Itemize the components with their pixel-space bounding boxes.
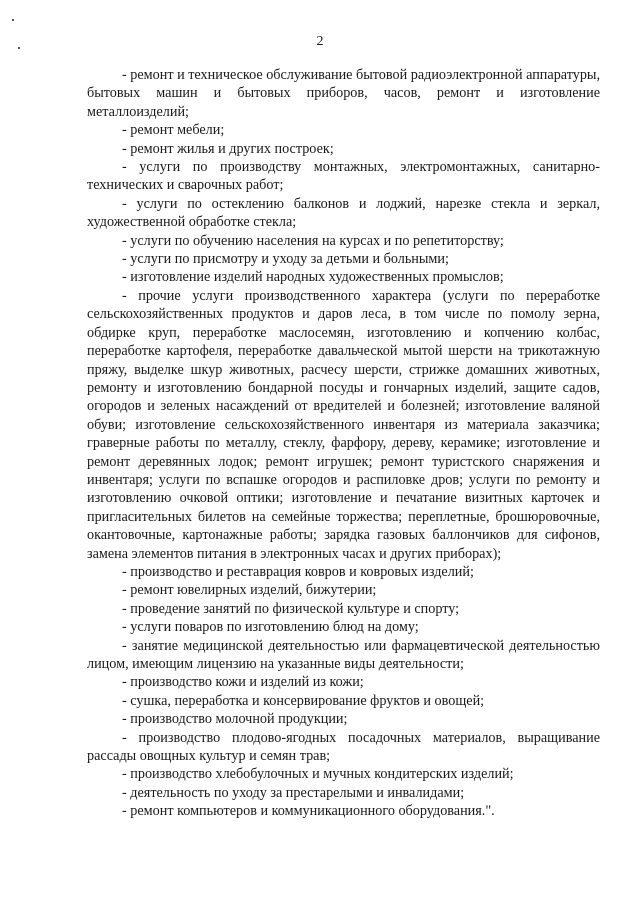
list-item: - ремонт мебели; (122, 122, 225, 139)
list-item: - ремонт жилья и других построек; (122, 140, 334, 157)
list-item: - прочие услуги производственного характера (услуги по переработке сельскохозяйственных продуктов и даров леса, в том числе по помолу зерна, обдирке круп, переработке маслосемян, изготовлению и копчению колбас, переработке картофеля, переработке давальческой мытой шерсти на трикотажную пряжу, выделке шкур животных, расчесу шерсти, стрижке домашних животных, ремонту и изготовлению бондарной посуды и гончарных изделий, защите садов, огородов и зеленых насаждений от вредителей и болезней; изготовление валяной обуви; изготовление сельскохозяйственного инвентаря из материала заказчика; граверные работы по металлу, стеклу, фарфору, дереву, керамике; изготовление и ремонт деревянных лодок; ремонт игрушек; ремонт туристского снаряжения и инвентаря; услуги по вспашке огородов и распиловке дров; услуги по ремонту и изготовлению очковой оптики; изготовление и печатание визитных карточек и пригласительных билетов на семейные торжества; переплетные, брошюровочные, окантовочные, картонажные работы; зарядка газовых баллончиков для сифонов, замена элементов питания в электронных часах и других приборах); (87, 287, 600, 562)
list-item: - деятельность по уходу за престарелыми и инвалидами; (122, 784, 465, 801)
list-item: - услуги по остеклению балконов и лоджий, нарезке стекла и зеркал, художественной обработке стекла; (87, 195, 600, 231)
list-item: - ремонт ювелирных изделий, бижутерии; (122, 582, 377, 599)
document-body (87, 66, 600, 821)
list-item: - производство и реставрация ковров и ковровых изделий; (122, 563, 474, 580)
page-number: 2 (316, 34, 324, 49)
scan-mark (12, 19, 14, 21)
list-item: - производство плодово-ягодных посадочных материалов, выращивание рассады овощных культур и семян трав; (87, 729, 600, 765)
list-item: - производство кожи и изделий из кожи; (122, 674, 364, 691)
list-item: - сушка, переработка и консервирование фруктов и овощей; (122, 692, 485, 709)
list-item: - ремонт компьютеров и коммуникационного оборудования.". (122, 803, 495, 820)
list-item: - ремонт и техническое обслуживание бытовой радиоэлектронной аппаратуры, бытовых машин и бытовых приборов, часов, ремонт и изготовление металлоизделий; (87, 67, 600, 120)
list-item: - услуги по производству монтажных, электромонтажных, санитарно-технических и сварочных работ; (87, 159, 600, 194)
list-item: - услуги по обучению населения на курсах и по репетиторству; (122, 232, 504, 249)
list-item: - услуги по присмотру и уходу за детьми и больными; (122, 251, 449, 268)
list-item: - услуги поваров по изготовлению блюд на дому; (122, 619, 419, 636)
list-item: - производство молочной продукции; (122, 711, 348, 728)
list-item: - проведение занятий по физической культуре и спорту; (122, 600, 460, 617)
list-item: - производство хлебобулочных и мучных кондитерских изделий; (122, 766, 514, 783)
list-item: - изготовление изделий народных художественных промыслов; (122, 269, 504, 286)
list-item: - занятие медицинской деятельностью или фармацевтической деятельностью лицом, имеющим лицензию на указанные виды деятельности; (87, 637, 600, 672)
